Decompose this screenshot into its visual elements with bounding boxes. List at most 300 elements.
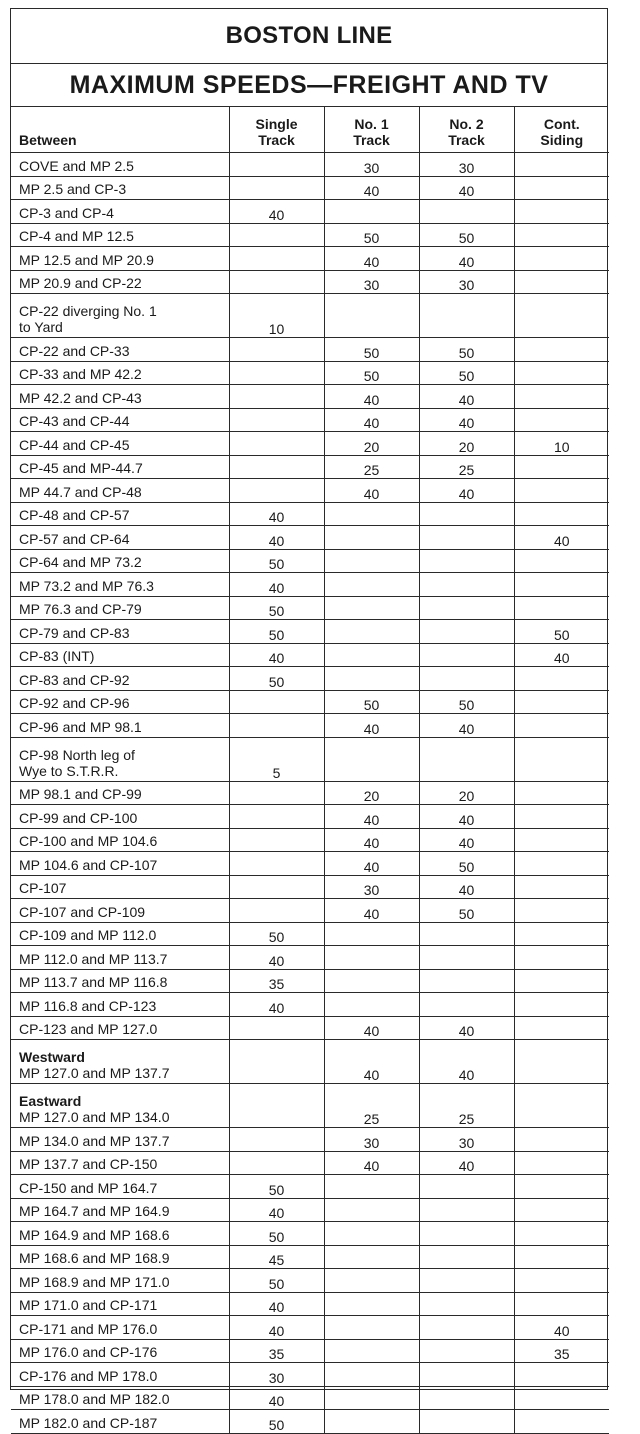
no1-track-speed: 25 (324, 1084, 419, 1128)
cont-siding-speed (514, 805, 609, 829)
single-track-speed: 50 (229, 1222, 324, 1246)
table-header (11, 107, 609, 153)
no1-track-speed: 50 (324, 338, 419, 362)
no1-track-speed: 30 (324, 270, 419, 294)
table-row (11, 1269, 609, 1293)
column-header-single-track: Single Track (229, 107, 324, 153)
no1-track-speed (324, 1222, 419, 1246)
segment-cell (11, 1175, 229, 1199)
segment-label: CP-33 and MP 42.2 (19, 366, 142, 382)
single-track-speed (229, 361, 324, 385)
no1-track-speed: 20 (324, 781, 419, 805)
no1-track-speed (324, 1198, 419, 1222)
page-subtitle: MAXIMUM SPEEDS—FREIGHT AND TV (11, 64, 607, 107)
cont-siding-speed: 40 (514, 643, 609, 667)
cont-siding-speed (514, 899, 609, 923)
table-row (11, 1316, 609, 1340)
no1-track-speed (324, 667, 419, 691)
table-row (11, 620, 609, 644)
cont-siding-speed (514, 385, 609, 409)
cont-siding-speed (514, 737, 609, 781)
single-track-speed (229, 270, 324, 294)
segment-label: CP-99 and CP-100 (19, 809, 138, 826)
segment-cell (11, 899, 229, 923)
segment-cell (11, 1292, 229, 1316)
no2-track-speed (419, 1339, 514, 1363)
cont-siding-speed (514, 573, 609, 597)
cont-siding-speed (514, 1175, 609, 1199)
no2-track-speed: 40 (419, 385, 514, 409)
single-track-speed: 10 (229, 294, 324, 338)
speed-table (11, 107, 609, 1434)
table-row (11, 1016, 609, 1040)
segment-cell (11, 1151, 229, 1175)
segment-label: CP-4 and MP 12.5 (19, 228, 134, 244)
no2-track-speed: 40 (419, 828, 514, 852)
cont-siding-speed (514, 294, 609, 338)
no2-track-speed (419, 643, 514, 667)
cont-siding-speed (514, 1084, 609, 1128)
cont-siding-speed: 10 (514, 432, 609, 456)
no1-track-speed (324, 1410, 419, 1434)
single-track-speed (229, 805, 324, 829)
single-track-speed: 35 (229, 969, 324, 993)
table-row (11, 153, 609, 177)
table-row (11, 899, 609, 923)
segment-cell (11, 223, 229, 247)
segment-label: CP-107 and CP-109 (19, 903, 146, 920)
segment-label: CP-176 and MP 178.0 (19, 1367, 158, 1384)
segment-cell (11, 875, 229, 899)
no1-track-speed: 25 (324, 455, 419, 479)
speed-table-sheet (10, 8, 608, 1433)
table-row (11, 1245, 609, 1269)
segment-cell (11, 1410, 229, 1434)
table-row (11, 200, 609, 224)
segment-label: MP 113.7 and MP 116.8 (19, 974, 168, 990)
cont-siding-speed (514, 714, 609, 738)
no2-track-speed (419, 1316, 514, 1340)
page-title: BOSTON LINE (11, 9, 607, 64)
segment-label: CP-123 and MP 127.0 (19, 1021, 158, 1037)
cont-siding-speed (514, 1363, 609, 1387)
direction-heading: Westward (19, 1049, 85, 1065)
table-row (11, 270, 609, 294)
direction-heading: Eastward (19, 1093, 82, 1109)
no1-track-speed (324, 1175, 419, 1199)
no1-track-speed (324, 200, 419, 224)
segment-cell (11, 1245, 229, 1269)
cont-siding-speed (514, 969, 609, 993)
single-track-speed (229, 899, 324, 923)
single-track-speed (229, 385, 324, 409)
segment-label: MP 76.3 and CP-79 (19, 601, 142, 617)
no1-track-speed (324, 643, 419, 667)
segment-label: MP 104.6 and CP-107 (19, 856, 158, 873)
cont-siding-speed (514, 1410, 609, 1434)
segment-label: CP-45 and MP-44.7 (19, 460, 143, 476)
single-track-speed (229, 223, 324, 247)
table-row (11, 1292, 609, 1316)
no2-track-speed (419, 969, 514, 993)
table-row (11, 294, 609, 338)
segment-cell (11, 153, 229, 177)
single-track-speed: 50 (229, 596, 324, 620)
no2-track-speed: 25 (419, 1084, 514, 1128)
table-row (11, 573, 609, 597)
single-track-speed (229, 828, 324, 852)
table-row (11, 1198, 609, 1222)
segment-label: MP 164.9 and MP 168.6 (19, 1226, 170, 1243)
segment-label: CP-43 and CP-44 (19, 413, 130, 429)
single-track-speed (229, 1151, 324, 1175)
segment-label: CP-107 (19, 880, 67, 896)
segment-label: MP 168.6 and MP 168.9 (19, 1250, 170, 1266)
single-track-speed (229, 1084, 324, 1128)
no2-track-speed (419, 1363, 514, 1387)
single-track-speed: 50 (229, 1410, 324, 1434)
no2-track-speed: 20 (419, 432, 514, 456)
single-track-speed: 50 (229, 1269, 324, 1293)
no2-track-speed: 30 (419, 153, 514, 177)
no1-track-speed: 50 (324, 223, 419, 247)
single-track-speed (229, 1040, 324, 1084)
cont-siding-speed (514, 408, 609, 432)
no2-track-speed: 40 (419, 408, 514, 432)
cont-siding-speed: 40 (514, 1316, 609, 1340)
table-row (11, 1128, 609, 1152)
no2-track-speed: 40 (419, 714, 514, 738)
single-track-speed (229, 1016, 324, 1040)
segment-cell (11, 1269, 229, 1293)
single-track-speed: 40 (229, 643, 324, 667)
no2-track-speed (419, 1175, 514, 1199)
no1-track-speed: 40 (324, 247, 419, 271)
no1-track-speed (324, 502, 419, 526)
no2-track-speed: 40 (419, 1151, 514, 1175)
column-header-no1-track: No. 1 Track (324, 107, 419, 153)
table-row (11, 714, 609, 738)
table-row (11, 361, 609, 385)
single-track-speed (229, 432, 324, 456)
single-track-speed (229, 338, 324, 362)
no1-track-speed: 40 (324, 176, 419, 200)
table-row (11, 1175, 609, 1199)
no2-track-speed (419, 1292, 514, 1316)
segment-label: CP-92 and CP-96 (19, 695, 130, 711)
segment-label: MP 137.7 and CP-150 (19, 1156, 158, 1172)
no1-track-speed: 40 (324, 899, 419, 923)
single-track-speed: 50 (229, 549, 324, 573)
no1-track-speed: 30 (324, 153, 419, 177)
no1-track-speed: 20 (324, 432, 419, 456)
no2-track-speed (419, 1410, 514, 1434)
segment-label: MP 98.1 and CP-99 (19, 786, 142, 802)
table-row (11, 1386, 609, 1410)
table-row (11, 1339, 609, 1363)
cont-siding-speed (514, 1245, 609, 1269)
table-row (11, 781, 609, 805)
segment-cell (11, 408, 229, 432)
no1-track-speed: 40 (324, 852, 419, 876)
no2-track-speed (419, 294, 514, 338)
table-row (11, 690, 609, 714)
single-track-speed: 35 (229, 1339, 324, 1363)
table-row (11, 596, 609, 620)
segment-cell (11, 502, 229, 526)
no2-track-speed: 25 (419, 455, 514, 479)
single-track-speed (229, 875, 324, 899)
table-row (11, 1222, 609, 1246)
single-track-speed: 50 (229, 922, 324, 946)
cont-siding-speed (514, 1386, 609, 1410)
no1-track-speed: 40 (324, 408, 419, 432)
segment-label: MP 12.5 and MP 20.9 (19, 251, 154, 268)
no2-track-speed (419, 667, 514, 691)
segment-cell (11, 946, 229, 970)
table-row (11, 946, 609, 970)
no1-track-speed (324, 1363, 419, 1387)
cont-siding-speed (514, 270, 609, 294)
segment-cell (11, 479, 229, 503)
segment-label: CP-22 and CP-33 (19, 342, 130, 359)
table-row (11, 502, 609, 526)
cont-siding-speed (514, 361, 609, 385)
table-row (11, 1084, 609, 1128)
segment-label: CP-79 and CP-83 (19, 624, 130, 641)
single-track-speed (229, 1128, 324, 1152)
segment-cell (11, 969, 229, 993)
table-row (11, 408, 609, 432)
table-row (11, 432, 609, 456)
single-track-speed: 40 (229, 200, 324, 224)
segment-cell (11, 549, 229, 573)
cont-siding-speed (514, 1222, 609, 1246)
no1-track-speed (324, 596, 419, 620)
table-row (11, 385, 609, 409)
no1-track-speed (324, 737, 419, 781)
table-row (11, 479, 609, 503)
no1-track-speed: 40 (324, 1016, 419, 1040)
no2-track-speed: 50 (419, 361, 514, 385)
segment-cell (11, 620, 229, 644)
cont-siding-speed (514, 781, 609, 805)
segment-cell (11, 1016, 229, 1040)
segment-label: MP 42.2 and CP-43 (19, 389, 142, 406)
no1-track-speed (324, 620, 419, 644)
segment-label: MP 116.8 and CP-123 (19, 997, 157, 1014)
segment-cell (11, 1128, 229, 1152)
cont-siding-speed (514, 1151, 609, 1175)
segment-cell (11, 922, 229, 946)
segment-cell (11, 270, 229, 294)
cont-siding-speed (514, 1198, 609, 1222)
cont-siding-speed (514, 1292, 609, 1316)
cont-siding-speed (514, 922, 609, 946)
segment-cell (11, 781, 229, 805)
segment-label: CP-83 (INT) (19, 648, 95, 664)
column-header-cont-siding: Cont. Siding (514, 107, 609, 153)
cont-siding-speed (514, 690, 609, 714)
segment-label: CP-64 and MP 73.2 (19, 554, 142, 570)
segment-cell (11, 385, 229, 409)
cont-siding-speed (514, 549, 609, 573)
segment-cell (11, 455, 229, 479)
segment-label: CP-22 diverging No. 1 (19, 303, 157, 319)
segment-cell (11, 361, 229, 385)
single-track-speed: 40 (229, 946, 324, 970)
segment-cell (11, 737, 229, 781)
cont-siding-speed (514, 455, 609, 479)
no1-track-speed: 30 (324, 1128, 419, 1152)
segment-label: MP 127.0 and MP 134.0 (19, 1109, 170, 1125)
single-track-speed (229, 781, 324, 805)
segment-cell (11, 200, 229, 224)
no2-track-speed (419, 993, 514, 1017)
table-row (11, 223, 609, 247)
no2-track-speed (419, 549, 514, 573)
table-row (11, 805, 609, 829)
single-track-speed: 40 (229, 573, 324, 597)
no2-track-speed (419, 922, 514, 946)
table-row (11, 922, 609, 946)
table-row (11, 643, 609, 667)
segment-label: MP 2.5 and CP-3 (19, 181, 127, 197)
segment-label: MP 171.0 and CP-171 (19, 1297, 158, 1313)
cont-siding-speed (514, 993, 609, 1017)
single-track-speed (229, 479, 324, 503)
single-track-speed (229, 714, 324, 738)
single-track-speed: 40 (229, 502, 324, 526)
no2-track-speed (419, 573, 514, 597)
no1-track-speed: 40 (324, 1040, 419, 1084)
segment-cell (11, 338, 229, 362)
segment-cell (11, 1363, 229, 1387)
segment-label: MP 44.7 and CP-48 (19, 483, 142, 500)
no2-track-speed: 20 (419, 781, 514, 805)
no1-track-speed (324, 1339, 419, 1363)
no2-track-speed: 40 (419, 1016, 514, 1040)
single-track-speed: 40 (229, 526, 324, 550)
single-track-speed: 50 (229, 1175, 324, 1199)
no2-track-speed (419, 1222, 514, 1246)
segment-cell (11, 993, 229, 1017)
no2-track-speed (419, 502, 514, 526)
segment-label: MP 134.0 and MP 137.7 (19, 1132, 170, 1149)
segment-cell (11, 828, 229, 852)
cont-siding-speed (514, 946, 609, 970)
segment-cell (11, 1084, 229, 1128)
no2-track-speed: 50 (419, 899, 514, 923)
table-row (11, 1151, 609, 1175)
segment-label: CP-83 and CP-92 (19, 671, 130, 688)
no1-track-speed (324, 1386, 419, 1410)
no1-track-speed: 40 (324, 828, 419, 852)
segment-cell (11, 1040, 229, 1084)
table-row (11, 247, 609, 271)
segment-label: CP-96 and MP 98.1 (19, 718, 142, 735)
single-track-speed: 40 (229, 1292, 324, 1316)
segment-cell (11, 1222, 229, 1246)
single-track-speed: 50 (229, 667, 324, 691)
segment-label: MP 178.0 and MP 182.0 (19, 1391, 170, 1407)
cont-siding-speed (514, 1040, 609, 1084)
no1-track-speed (324, 1292, 419, 1316)
single-track-speed: 40 (229, 1198, 324, 1222)
single-track-speed: 5 (229, 737, 324, 781)
no2-track-speed (419, 620, 514, 644)
no1-track-speed (324, 1245, 419, 1269)
segment-cell (11, 247, 229, 271)
segment-label: CP-100 and MP 104.6 (19, 833, 158, 849)
no2-track-speed: 50 (419, 852, 514, 876)
table-row (11, 737, 609, 781)
cont-siding-speed (514, 875, 609, 899)
no1-track-speed (324, 993, 419, 1017)
single-track-speed (229, 247, 324, 271)
single-track-speed (229, 852, 324, 876)
no1-track-speed: 40 (324, 714, 419, 738)
no2-track-speed: 30 (419, 1128, 514, 1152)
no2-track-speed: 40 (419, 247, 514, 271)
no2-track-speed: 50 (419, 223, 514, 247)
no2-track-speed (419, 737, 514, 781)
no1-track-speed: 40 (324, 385, 419, 409)
table-row (11, 526, 609, 550)
no2-track-speed (419, 596, 514, 620)
no1-track-speed: 40 (324, 805, 419, 829)
no2-track-speed (419, 1386, 514, 1410)
cont-siding-speed (514, 667, 609, 691)
single-track-speed: 40 (229, 1316, 324, 1340)
cont-siding-speed (514, 1269, 609, 1293)
no1-track-speed: 30 (324, 875, 419, 899)
segment-label: MP 127.0 and MP 137.7 (19, 1065, 170, 1081)
cont-siding-speed (514, 153, 609, 177)
no2-track-speed (419, 1198, 514, 1222)
no2-track-speed: 40 (419, 875, 514, 899)
no2-track-speed (419, 200, 514, 224)
no2-track-speed (419, 946, 514, 970)
no1-track-speed (324, 526, 419, 550)
segment-label: MP 20.9 and CP-22 (19, 275, 142, 291)
table-row (11, 338, 609, 362)
cont-siding-speed: 35 (514, 1339, 609, 1363)
single-track-speed (229, 455, 324, 479)
no1-track-speed (324, 946, 419, 970)
segment-label: COVE and MP 2.5 (19, 157, 134, 174)
segment-cell (11, 596, 229, 620)
segment-label: CP-57 and CP-64 (19, 530, 130, 547)
segment-label: MP 176.0 and CP-176 (19, 1344, 158, 1360)
segment-label: MP 164.7 and MP 164.9 (19, 1203, 170, 1219)
segment-cell (11, 690, 229, 714)
segment-cell (11, 1386, 229, 1410)
segment-cell (11, 526, 229, 550)
single-track-speed (229, 690, 324, 714)
no1-track-speed (324, 922, 419, 946)
single-track-speed (229, 153, 324, 177)
table-row (11, 969, 609, 993)
single-track-speed: 50 (229, 620, 324, 644)
no1-track-speed (324, 549, 419, 573)
cont-siding-speed (514, 247, 609, 271)
table-row (11, 875, 609, 899)
segment-label-continued: Wye to S.T.R.R. (19, 762, 119, 779)
segment-cell (11, 714, 229, 738)
no2-track-speed: 40 (419, 805, 514, 829)
table-row (11, 176, 609, 200)
